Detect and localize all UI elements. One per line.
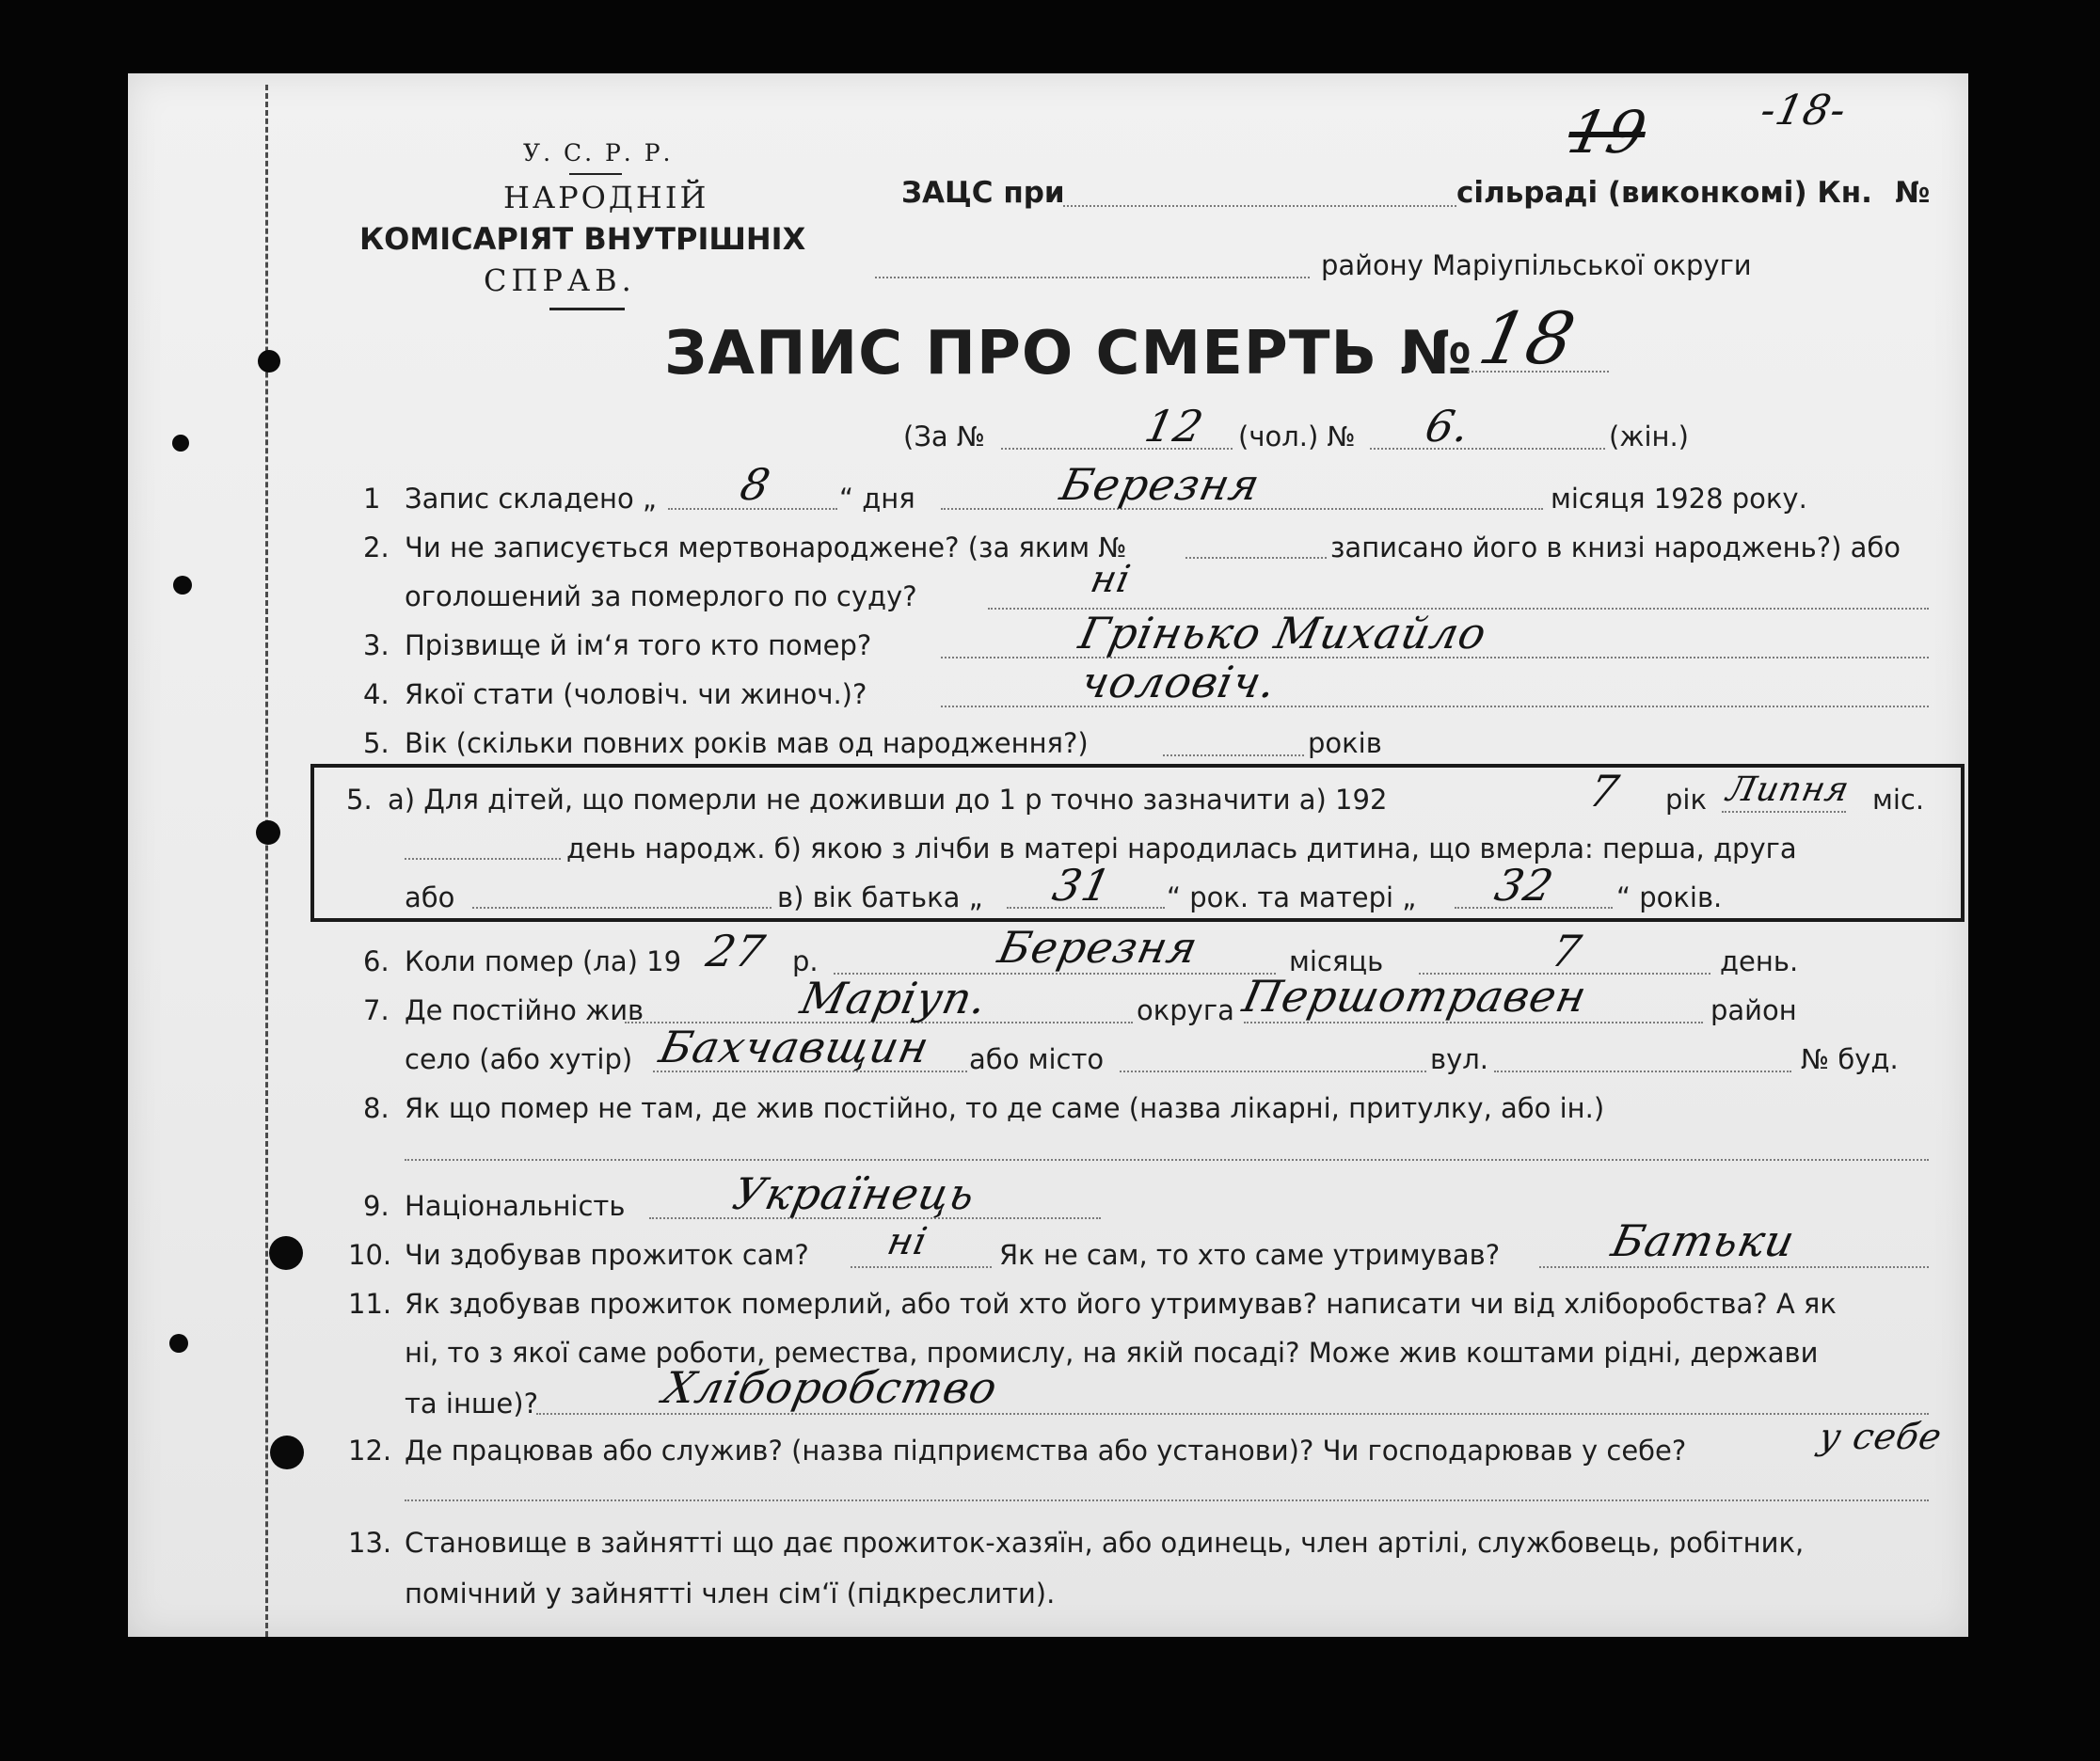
- field-5a-mis: міс.: [1872, 784, 1925, 816]
- field-5a-tail: “ років.: [1616, 881, 1723, 913]
- perforation-line: [265, 85, 268, 1637]
- female-record-number: 6.: [1421, 401, 1475, 452]
- field-5a-line-2: день народж. б) якою з лічби в матері народилась дитина, що вмерла: перша, друга: [566, 833, 1797, 865]
- field-7-vul-line: [1494, 1071, 1791, 1072]
- binding-hole: [258, 350, 280, 373]
- header-rule: [549, 308, 625, 310]
- field-7-bud-label: № буд.: [1801, 1043, 1899, 1075]
- field-7-number: 7.: [363, 994, 390, 1026]
- field-7-misto-label: або місто: [969, 1043, 1105, 1075]
- field-7-label: Де постійно жив: [405, 994, 644, 1026]
- field-9-number: 9.: [363, 1190, 390, 1222]
- field-5a-label: а) Для дітей, що померли не доживши до 1 р точно зазначити а) 192: [388, 784, 1388, 816]
- field-11-line: [536, 1413, 1929, 1415]
- book-number-sign: №: [1895, 176, 1931, 210]
- field-2-value: ні: [1087, 558, 1136, 601]
- field-5-number: 5.: [363, 727, 390, 759]
- ministry-line-2: КОМІСАРІЯТ ВНУТРІШНІХ: [359, 221, 806, 257]
- field-5a-rik: рік: [1665, 784, 1707, 816]
- field-6-number: 6.: [363, 945, 390, 977]
- binding-hole: [169, 1334, 188, 1353]
- field-5a-day-line: [405, 858, 561, 860]
- field-10-value: ні: [883, 1220, 932, 1263]
- field-5a-father-label: в) вік батька „: [777, 881, 983, 913]
- sheet-number-mark: -18-: [1756, 87, 1852, 135]
- field-5a-month-line: [1722, 811, 1846, 813]
- field-11-value: Хліборобство: [659, 1362, 1003, 1413]
- binding-hole: [173, 576, 192, 595]
- zags-label: ЗАЦС при: [901, 176, 1065, 210]
- record-number-line: [1468, 371, 1609, 373]
- zags-fill-line: [1063, 205, 1456, 207]
- field-5-line: [1163, 754, 1304, 756]
- field-2-line-2: оголошений за померлого по суду?: [405, 580, 917, 612]
- ministry-line-1: НАРОДНІЙ: [503, 180, 709, 215]
- field-5a-order-line: [472, 907, 772, 909]
- field-5a-number: 5.: [346, 784, 373, 816]
- field-9-label: Національність: [405, 1190, 626, 1222]
- field-8-line: [405, 1159, 1929, 1161]
- field-5a-mother-label: “ рок. та матері „: [1167, 881, 1417, 913]
- field-1-tail: місяця 1928 року.: [1551, 483, 1807, 515]
- field-7-okruha-label: округа: [1137, 994, 1234, 1026]
- field-7-selo-value: Бахчавщин: [655, 1022, 934, 1072]
- field-12-number: 12.: [348, 1435, 392, 1467]
- binding-hole: [269, 1236, 303, 1270]
- binding-hole: [172, 435, 189, 452]
- field-7-raion-label: район: [1710, 994, 1797, 1026]
- raion-fill-line: [875, 277, 1310, 278]
- field-5a-year-digit: 7: [1584, 766, 1625, 817]
- crossed-out-number: 19: [1562, 98, 1653, 167]
- field-6-label: Коли помер (ла) 19: [405, 945, 682, 977]
- field-6-mis: місяць: [1289, 945, 1384, 977]
- field-4-number: 4.: [363, 678, 390, 710]
- female-label: (жін.): [1609, 420, 1689, 452]
- field-1-number: 1: [363, 483, 381, 515]
- field-11-number: 11.: [348, 1288, 392, 1320]
- record-number: 18: [1472, 296, 1583, 380]
- field-11-line-3: та інше)?: [405, 1388, 538, 1420]
- field-1-day-suffix: “ дня: [839, 483, 915, 515]
- field-5-tail: років: [1308, 727, 1382, 759]
- field-2-label: Чи не записується мертвонароджене? (за яким №: [405, 531, 1127, 563]
- male-record-number: 12: [1140, 401, 1209, 452]
- field-7-vul-label: вул.: [1430, 1043, 1489, 1075]
- field-6-den: день.: [1720, 945, 1799, 977]
- raion-label: району Маріупільської округи: [1321, 249, 1752, 281]
- field-10-who-line: [1539, 1266, 1929, 1268]
- za-label: (За №: [903, 420, 986, 452]
- field-5a-father-age: 31: [1048, 860, 1117, 911]
- field-7-selo-label: село (або хутір): [405, 1043, 633, 1075]
- field-6-day-value: 7: [1547, 926, 1587, 976]
- field-8-number: 8.: [363, 1092, 390, 1124]
- field-6-year-value: 27: [702, 926, 771, 976]
- field-2-tail: записано його в книзі народжень?) або: [1330, 531, 1901, 563]
- field-3-label: Прізвище й ім‘я того кто помер?: [405, 629, 872, 661]
- ministry-line-3: СПРАВ.: [484, 262, 636, 298]
- field-13-number: 13.: [348, 1527, 392, 1559]
- male-label: (чол.) №: [1238, 420, 1356, 452]
- female-number-line: [1370, 448, 1605, 450]
- header-rule: [569, 173, 622, 175]
- field-5-label: Вік (скільки повних років мав од народження?): [405, 727, 1089, 759]
- field-6-month-value: Березня: [994, 922, 1203, 973]
- binding-hole: [270, 1436, 304, 1469]
- field-12-line: [405, 1499, 1929, 1501]
- field-12-value: у себе: [1815, 1416, 1947, 1457]
- field-2-number-line: [1185, 557, 1327, 559]
- field-8-label: Як що помер не там, де жив постійно, то де саме (назва лікарні, притулку, або ін.): [405, 1092, 1605, 1124]
- field-4-value: чоловіч.: [1076, 657, 1281, 707]
- field-5a-month-value: Липня: [1723, 770, 1853, 809]
- field-12-label: Де працював або служив? (назва підприємства або установи)? Чи господарював у себе?: [405, 1435, 1687, 1467]
- field-13-line-1: Становище в зайнятті що дає прожиток-хазяїн, або одинець, член артілі, службовець, робітник,: [405, 1527, 1805, 1559]
- field-6-r: р.: [792, 945, 819, 977]
- field-1-label: Запис складено „: [405, 483, 657, 515]
- field-10-self-line: [851, 1266, 992, 1268]
- field-7-raion-value: Першотравен: [1238, 971, 1592, 1022]
- binding-hole: [256, 820, 280, 845]
- field-4-label: Якої стати (чоловіч. чи жиноч.)?: [405, 678, 867, 710]
- field-11-line-1: Як здобував прожиток померлий, або той хто його утримував? написати чи від хліборобства? А як: [405, 1288, 1837, 1320]
- field-7-misto-line: [1120, 1071, 1426, 1072]
- record-title: ЗАПИС ПРО СМЕРТЬ №: [664, 319, 1473, 389]
- ussr-heading: У. С. Р. Р.: [523, 139, 674, 167]
- field-5a-mother-age: 32: [1490, 860, 1559, 911]
- field-7-raion-line: [1244, 1022, 1703, 1023]
- field-11-line-2: ні, то з якої саме роботи, ремества, промислу, на якій посаді? Може жив коштами рідні, держави: [405, 1337, 1819, 1369]
- field-3-number: 3.: [363, 629, 390, 661]
- silradi-label: сільраді (виконкомі) Кн.: [1456, 176, 1872, 210]
- field-1-month-value: Березня: [1056, 459, 1265, 510]
- field-10-mid: Як не сам, то хто саме утримував?: [999, 1239, 1501, 1271]
- field-5a-abo: або: [405, 881, 455, 913]
- field-10-number: 10.: [348, 1239, 392, 1271]
- field-9-value: Українець: [728, 1168, 980, 1219]
- field-13-line-2: помічний у зайнятті член сім‘ї (підкреслити).: [405, 1578, 1056, 1610]
- field-2-number: 2.: [363, 531, 390, 563]
- field-10-label: Чи здобував прожиток сам?: [405, 1239, 809, 1271]
- field-7-okruha-value: Маріуп.: [796, 973, 993, 1023]
- field-10-value-2: Батьки: [1607, 1215, 1800, 1266]
- field-3-value: Грінько Михайло: [1074, 608, 1492, 658]
- field-1-day-value: 8: [736, 459, 776, 510]
